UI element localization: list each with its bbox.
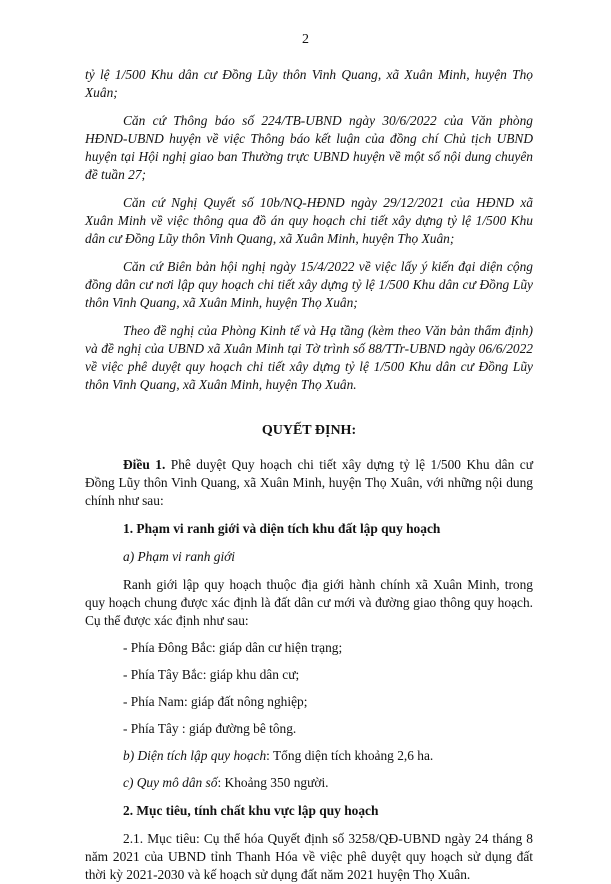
bullet-west: - Phía Tây : giáp đường bê tông. [123, 721, 297, 736]
section-1-sub-c [85, 774, 533, 792]
preamble-meeting-minutes: Căn cứ Biên bản hội nghị ngày 15/4/2022 về việc lấy ý kiến đại diện cộng đồng dân cư nơi lập quy hoạch chi tiết xây dựng tỷ lệ 1/500 Khu dân cư Đồng Lũy thôn Vinh Quang, xã Xuân Minh, huyện Thọ Xuân; [85, 259, 533, 310]
section-2-title: 2. Mục tiêu, tính chất khu vực lập quy hoạch [123, 803, 379, 818]
bullet-northwest: - Phía Tây Bắc: giáp khu dân cư; [123, 667, 300, 682]
section-1-title: 1. Phạm vi ranh giới và diện tích khu đất lập quy hoạch [123, 521, 441, 536]
section-2-item-1: 2.1. Mục tiêu: Cụ thể hóa Quyết định số 3258/QĐ-UBND ngày 24 tháng 8 năm 2021 của UBND tỉnh Thanh Hóa về việc phê duyệt quy hoạch sử dụng đất thời kỳ 2021-2030 và kế hoạch sử dụng đất năm 2021 huyện Thọ Xuân. [85, 831, 533, 882]
bullet-northeast: - Phía Đông Bắc: giáp dân cư hiện trạng; [123, 640, 343, 655]
page-number: 2 [302, 32, 309, 47]
preamble-proposal: Theo đề nghị của Phòng Kinh tế và Hạ tầng (kèm theo Văn bản thẩm định) và đề nghị của UBND xã Xuân Minh tại Tờ trình số 88/TTr-UBND ngày 06/6/2022 về việc phê duyệt quy hoạch chi tiết xây dựng tỷ lệ 1/500 Khu dân cư Đồng Lũy thôn Vinh Quang, xã Xuân Minh, huyện Thọ Xuân. [85, 323, 533, 392]
article-1-label: Điều 1. [123, 457, 166, 472]
preamble-notice-224: Căn cứ Thông báo số 224/TB-UBND ngày 30/6/2022 của Văn phòng HĐND-UBND huyện về việc Thông báo kết luận của đồng chí Chủ tịch UBND huyện tại Hội nghị giao ban Thường trực UBND huyện về một số nội dung chuyên đề tuần 27; [85, 113, 533, 182]
section-1-sub-b [85, 747, 533, 765]
preamble-resolution-10b: Căn cứ Nghị Quyết số 10b/NQ-HĐND ngày 29/12/2021 của HĐND xã Xuân Minh về việc thông qua đồ án quy hoạch chi tiết xây dựng tỷ lệ 1/500 Khu dân cư Đồng Lũy thôn Vinh Quang, xã Xuân Minh, huyện Thọ Xuân; [85, 195, 533, 246]
article-1 [85, 456, 533, 510]
document-body [85, 66, 533, 884]
boundary-text: Ranh giới lập quy hoạch thuộc địa giới hành chính xã Xuân Minh, trong quy hoạch chung được xác định là đất dân cư mới và đường giao thông quy hoạch. Cụ thể được xác định như sau: [85, 577, 533, 628]
population-label: c) Quy mô dân số [123, 775, 218, 790]
bullet-south: - Phía Nam: giáp đất nông nghiệp; [123, 694, 308, 709]
population-value: : Khoảng 350 người. [217, 775, 329, 790]
area-label: b) Diện tích lập quy hoạch [123, 748, 267, 763]
decision-heading: QUYẾT ĐỊNH: [261, 423, 357, 438]
preamble-continuation: tỷ lệ 1/500 Khu dân cư Đồng Lũy thôn Vinh Quang, xã Xuân Minh, huyện Thọ Xuân; [85, 67, 533, 100]
article-1-text: Phê duyệt Quy hoạch chi tiết xây dựng tỷ lệ 1/500 Khu dân cư Đồng Lũy thôn Vinh Quang, xã Xuân Minh, huyện Thọ Xuân, với những nội dung chính như sau: [85, 457, 533, 508]
section-1-sub-a: a) Phạm vi ranh giới [123, 549, 236, 564]
area-value: : Tổng diện tích khoảng 2,6 ha. [266, 748, 434, 763]
